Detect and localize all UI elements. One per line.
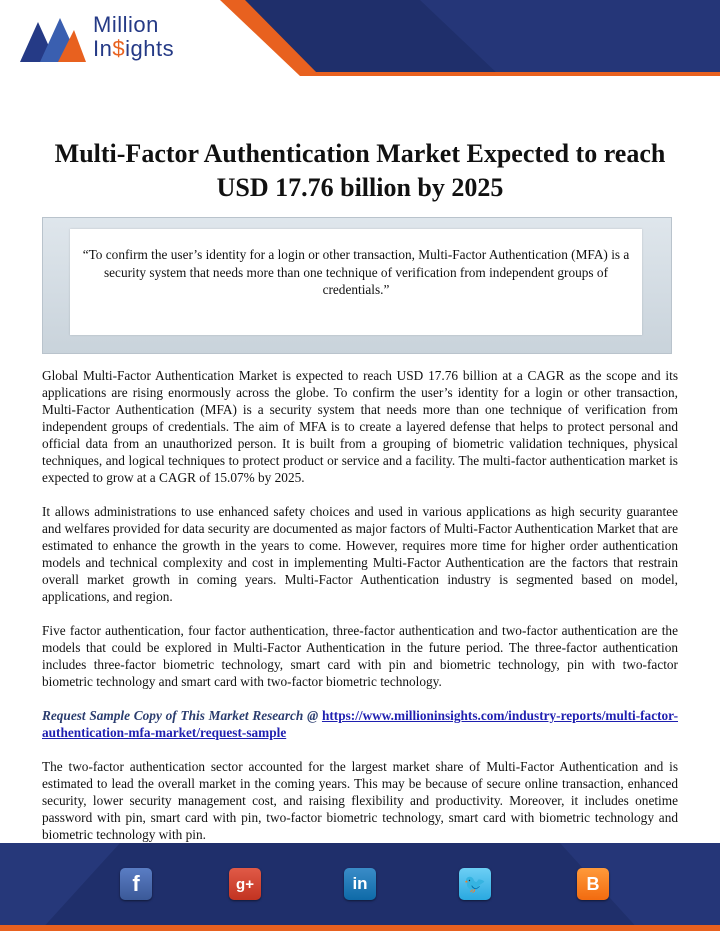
brand-line2: In$ights: [93, 36, 175, 61]
blogger-icon[interactable]: B: [577, 868, 609, 900]
paragraph-two-factor: The two-factor authentication sector accounted for the largest market share of Multi-Factor Authentication and is estimated to lead the overall market in the coming years. This may be because of secure online transaction, enhanced security, lower security management cost, and raising flexibility and productivity. Moreover, it includes onetime password with pin, smart card with pin, two-factor biometric technology, smart card with biometric technology and biometric technology with pin.: [42, 759, 678, 842]
page-header: [0, 0, 720, 76]
brand-logo[interactable]: [93, 13, 174, 61]
request-sample-line: [42, 707, 678, 741]
page-title: Multi-Factor Authentication Market Expected to reach USD 17.76 billion by 2025: [54, 139, 666, 202]
request-sample-link[interactable]: https://www.millioninsights.com/industry-reports/multi-factor-authentication-mfa-market/request-sample: [42, 708, 679, 740]
paragraph-market-overview: Global Multi-Factor Authentication Market is expected to reach USD 17.76 billion at a CAGR as the scope and its applications are rising enormously across the globe. To confirm the user’s identity for a login or other transaction, Multi-Factor Authentication (MFA) is a security system that needs more than one technique of verification from independent groups of credentials. The aim of MFA is to create a layered defense that helps to protect personal and official data from an unauthorized person. It is built from a grouping of biometric validation techniques, physical techniques, and logical techniques to protect product or service and a facility. The multi-factor authentication market is expected to grow at a CAGR of 15.07% by 2025.: [42, 368, 678, 485]
brand-line1: Million: [93, 12, 159, 37]
linkedin-icon[interactable]: in: [344, 868, 376, 900]
paragraph-models: Five factor authentication, four factor authentication, three-factor authentication and two-factor authentication are the models that could be explored in Multi-Factor Authentication in the future period. The three-factor authentication includes three-factor biometric technology, smart card with pin and biometric technology, pin with two-factor biometric technology and smart card with two-factor biometric technology.: [42, 623, 678, 689]
quote-text: “To confirm the user’s identity for a login or other transaction, Multi-Factor Authentication (MFA) is a security system that needs more than one technique of verification from independent groups of credentials.”: [82, 247, 630, 297]
twitter-icon[interactable]: 🐦: [459, 868, 491, 900]
paragraph-drivers: It allows administrations to use enhanced safety choices and used in various applications as high security guarantee and welfares provided for data security are documented as major factors of Multi-Factor Authentication Market that are estimated to enhance the growth in the years to come. However, requires more time for higher order authentication models and technical complexity and cost in implementing Multi-Factor Authentication are the factors that restrain overall market growth in coming years. Multi-Factor Authentication industry is segmented based on model, applications, and region.: [42, 504, 678, 604]
google-plus-icon[interactable]: g+: [229, 868, 261, 900]
facebook-icon[interactable]: f: [120, 868, 152, 900]
million-insights-logo-icon: [20, 14, 86, 62]
article-body: [42, 367, 678, 860]
request-sample-label: Request Sample Copy of This Market Research @: [42, 708, 319, 723]
